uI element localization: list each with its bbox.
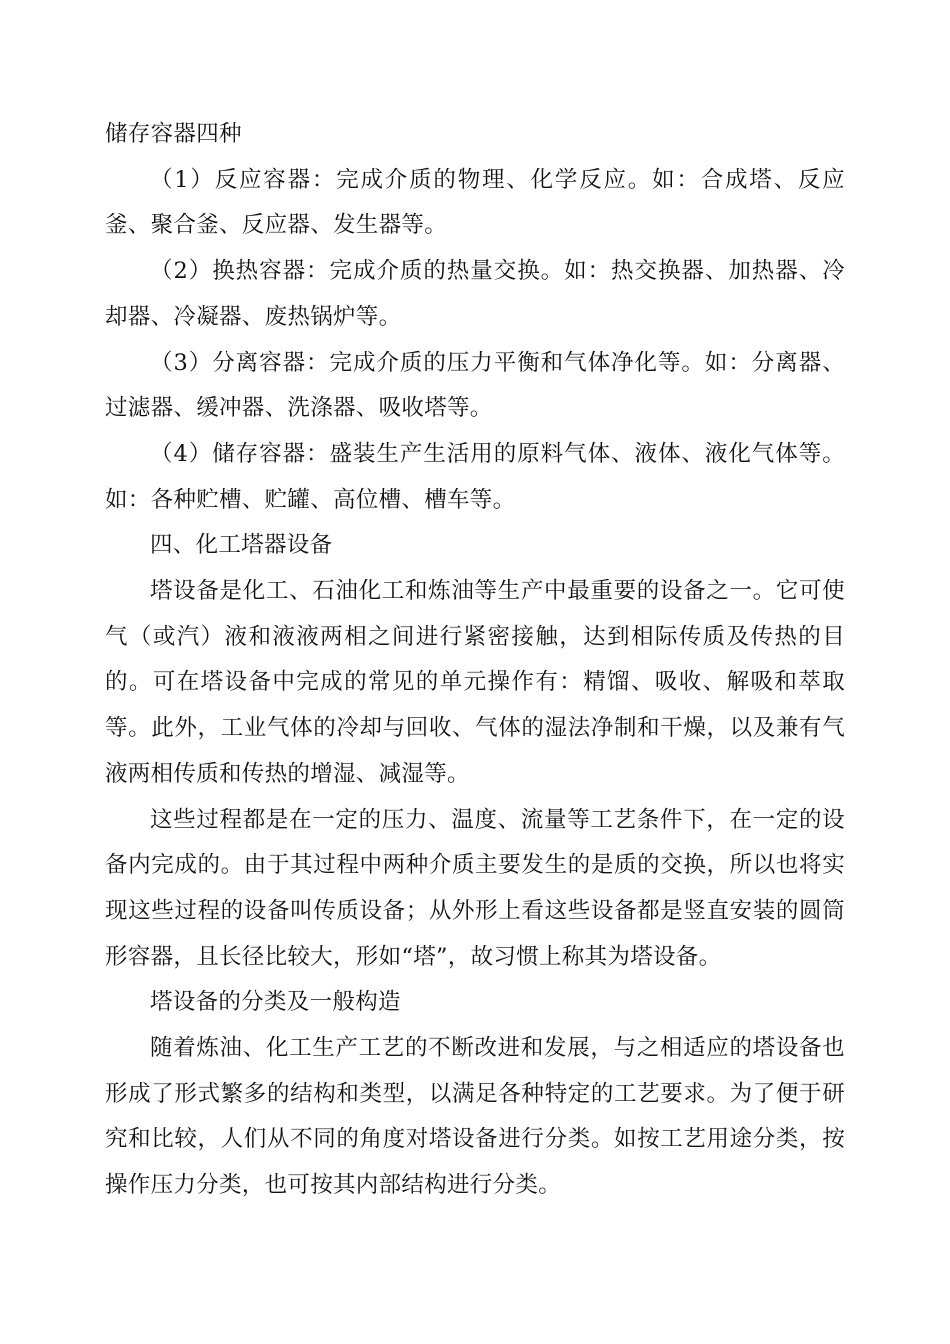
paragraph-classification: 随着炼油、化工生产工艺的不断改进和发展，与之相适应的塔设备也形成了形式繁多的结构和类型，以满足各种特定的工艺要求。为了便于研究和比较，人们从不同的角度对塔设备进行分类。如按工艺用途分类，按操作压力分类，也可按其内部结构进行分类。 bbox=[105, 1035, 845, 1199]
paragraph-heat-exchange-vessel: （2）换热容器：完成介质的热量交换。如：热交换器、加热器、冷却器、冷凝器、废热锅炉等。 bbox=[105, 258, 845, 330]
section-heading-tower-equipment: 四、化工塔器设备 bbox=[150, 532, 333, 559]
subheading-tower-classification: 塔设备的分类及一般构造 bbox=[150, 989, 401, 1016]
paragraph-reaction-vessel: （1）反应容器：完成介质的物理、化学反应。如：合成塔、反应釜、聚合釜、反应器、发生器等。 bbox=[105, 166, 845, 239]
paragraph-continuation: 储存容器四种 bbox=[105, 121, 242, 147]
paragraph-tower-intro: 塔设备是化工、石油化工和炼油等生产中最重要的设备之一。它可使气（或汽）液和液液两相之间进行紧密接触，达到相际传质及传热的目的。可在塔设备中完成的常见的单元操作有：精馏、吸收、解吸和萃取等。此外，工业气体的冷却与回收、气体的湿法净制和干燥，以及兼有气液两相传质和传热的增湿、减湿等。 bbox=[105, 578, 845, 787]
document-page bbox=[105, 112, 845, 1209]
paragraph-mass-transfer: 这些过程都是在一定的压力、温度、流量等工艺条件下，在一定的设备内完成的。由于其过程中两种介质主要发生的是质的交换，所以也将实现这些过程的设备叫传质设备；从外形上看这些设备都是竖直安装的圆筒形容器，且长径比较大，形如“塔”，故习惯上称其为塔设备。 bbox=[105, 806, 845, 970]
paragraph-separation-vessel: （3）分离容器：完成介质的压力平衡和气体净化等。如：分离器、过滤器、缓冲器、洗涤器、吸收塔等。 bbox=[105, 349, 845, 422]
paragraph-storage-vessel: （4）储存容器：盛装生产生活用的原料气体、液体、液化气体等。如：各种贮槽、贮罐、高位槽、槽车等。 bbox=[105, 440, 845, 513]
